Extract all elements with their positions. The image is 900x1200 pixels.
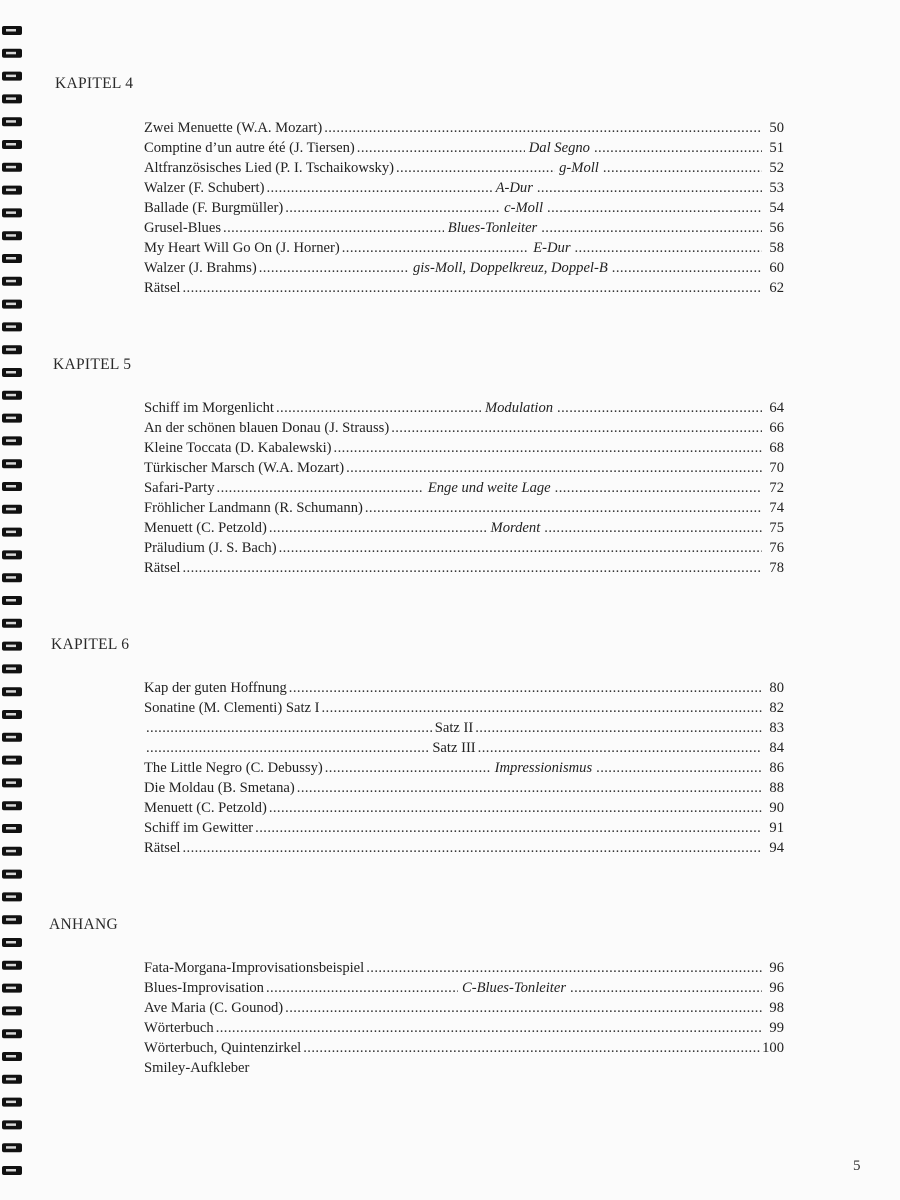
binding-ring-highlight — [6, 1146, 16, 1149]
dot-leader — [603, 158, 762, 178]
dot-leader — [182, 838, 762, 858]
entry-title: Schiff im Gewitter — [144, 820, 254, 836]
page-number: 5 — [853, 1158, 861, 1174]
binding-ring-highlight — [6, 1078, 16, 1081]
entry-title: An der schönen blauen Donau (J. Strauss) — [144, 420, 390, 436]
entry-page-number: 100 — [762, 1040, 784, 1056]
entry-topic: Impressionismus — [494, 760, 593, 776]
entry-topic: Dal Segno — [528, 140, 590, 156]
entry-topic: A-Dur — [495, 180, 533, 196]
binding-ring-highlight — [6, 576, 16, 579]
binding-ring-highlight — [6, 394, 16, 397]
entry-title: Blues-Improvisation — [144, 980, 264, 996]
entry-page-number: 88 — [769, 780, 784, 796]
entry-title: Präludium (J. S. Bach) — [144, 540, 277, 556]
entry-title: Die Moldau (B. Smetana) — [144, 780, 295, 796]
entry-title: Fata-Morgana-Improvisationsbeispiel — [144, 960, 365, 976]
entry-title: Kap der guten Hoffnung — [144, 680, 287, 696]
entry-page-number: 99 — [769, 1020, 784, 1036]
toc-entry — [144, 958, 784, 978]
entry-page-number: 50 — [769, 120, 784, 136]
binding-ring-highlight — [6, 941, 16, 944]
toc-entry — [144, 218, 784, 238]
binding-ring-highlight — [6, 417, 16, 420]
binding-ring-highlight — [6, 690, 16, 693]
entry-title: Walzer (F. Schubert) — [144, 180, 265, 196]
binding-ring-highlight — [6, 964, 16, 967]
dot-leader — [547, 198, 762, 218]
entry-title: Grusel-Blues — [144, 220, 222, 236]
dot-leader — [575, 238, 762, 258]
toc-entry — [144, 678, 784, 698]
entry-page-number: 66 — [769, 420, 784, 436]
toc-entry — [144, 698, 784, 718]
entry-movement: Satz II — [434, 720, 474, 736]
dot-leader — [324, 118, 762, 138]
binding-ring-highlight — [6, 987, 16, 990]
binding-ring-highlight — [6, 1055, 16, 1058]
dot-leader — [266, 178, 491, 198]
entry-page-number: 98 — [769, 1000, 784, 1016]
toc-entry — [144, 398, 784, 418]
binding-ring-highlight — [6, 211, 16, 214]
toc-kapitel-5 — [144, 398, 784, 578]
dot-leader — [537, 178, 762, 198]
dot-leader — [259, 258, 409, 278]
entry-page-number: 64 — [769, 400, 784, 416]
binding-ring-highlight — [6, 1009, 16, 1012]
toc-entry — [144, 538, 784, 558]
toc-entry — [144, 998, 784, 1018]
dot-leader — [266, 978, 458, 998]
binding-ring-highlight — [6, 531, 16, 534]
binding-ring-highlight — [6, 439, 16, 442]
toc-entry — [144, 158, 784, 178]
entry-title: Fröhlicher Landmann (R. Schumann) — [144, 500, 363, 516]
toc-entry — [144, 718, 784, 738]
toc-anhang — [144, 958, 784, 1078]
entry-page-number: 52 — [769, 160, 784, 176]
entry-title: The Little Negro (C. Debussy) — [144, 760, 323, 776]
section-heading-kapitel-4: KAPITEL 4 — [55, 75, 134, 92]
binding-ring-highlight — [6, 29, 16, 32]
toc-entry — [144, 198, 784, 218]
toc-entry — [144, 138, 784, 158]
dot-leader — [216, 1018, 762, 1038]
dot-leader — [365, 498, 762, 518]
entry-title: Menuett (C. Petzold) — [144, 800, 267, 816]
binding-ring-highlight — [6, 804, 16, 807]
toc-entry — [144, 1038, 784, 1058]
dot-leader — [279, 538, 762, 558]
entry-title: Menuett (C. Petzold) — [144, 520, 267, 536]
binding-ring-highlight — [6, 1123, 16, 1126]
entry-title: My Heart Will Go On (J. Horner) — [144, 240, 340, 256]
binding-ring-highlight — [6, 485, 16, 488]
entry-topic: Blues-Tonleiter — [447, 220, 538, 236]
dot-leader — [325, 758, 491, 778]
entry-topic: c-Moll — [504, 200, 544, 216]
entry-page-number: 68 — [769, 440, 784, 456]
toc-entry — [144, 558, 784, 578]
dot-leader — [322, 698, 763, 718]
entry-title: Altfranzösisches Lied (P. I. Tschaikowsky) — [144, 160, 394, 176]
toc-kapitel-4 — [144, 118, 784, 298]
binding-ring-highlight — [6, 1032, 16, 1035]
dot-leader — [285, 998, 762, 1018]
toc-entry — [144, 478, 784, 498]
dot-leader — [346, 458, 762, 478]
binding-ring-highlight — [6, 143, 16, 146]
entry-title: Rätsel — [144, 840, 181, 856]
dot-leader — [342, 238, 529, 258]
binding-ring-highlight — [6, 827, 16, 830]
entry-page-number: 76 — [769, 540, 784, 556]
entry-topic: gis-Moll, Doppelkreuz, Doppel-B — [412, 260, 608, 276]
toc-entry — [144, 758, 784, 778]
entry-topic: Modulation — [484, 400, 554, 416]
binding-ring-highlight — [6, 1169, 16, 1172]
entry-page-number: 91 — [769, 820, 784, 836]
entry-topic: C-Blues-Tonleiter — [461, 980, 567, 996]
toc-entry — [144, 818, 784, 838]
entry-title: Wörterbuch — [144, 1020, 214, 1036]
entry-page-number: 82 — [769, 700, 784, 716]
entry-title: Smiley-Aufkleber — [144, 1060, 250, 1076]
section-heading-kapitel-5: KAPITEL 5 — [53, 356, 132, 373]
dot-leader — [255, 818, 762, 838]
binding-ring-highlight — [6, 622, 16, 625]
entry-page-number: 80 — [769, 680, 784, 696]
dot-leader — [555, 478, 762, 498]
entry-page-number: 60 — [769, 260, 784, 276]
toc-entry — [144, 518, 784, 538]
dot-leader — [478, 738, 762, 758]
dot-leader — [596, 758, 762, 778]
dot-leader — [146, 738, 430, 758]
dot-leader — [223, 218, 444, 238]
binding-ring-highlight — [6, 234, 16, 237]
entry-title: Türkischer Marsch (W.A. Mozart) — [144, 460, 345, 476]
binding-ring-highlight — [6, 75, 16, 78]
dot-leader — [303, 1038, 760, 1058]
entry-page-number: 84 — [769, 740, 784, 756]
entry-page-number: 96 — [769, 980, 784, 996]
binding-ring-highlight — [6, 257, 16, 260]
binding-ring-highlight — [6, 52, 16, 55]
entry-title: Sonatine (M. Clementi) Satz I — [144, 700, 320, 716]
entry-title: Rätsel — [144, 560, 181, 576]
binding-ring-highlight — [6, 166, 16, 169]
entry-movement: Satz III — [432, 740, 476, 756]
toc-entry — [144, 738, 784, 758]
section-heading-kapitel-6: KAPITEL 6 — [51, 636, 130, 653]
toc-entry — [144, 778, 784, 798]
entry-topic: E-Dur — [533, 240, 571, 256]
dot-leader — [217, 478, 424, 498]
entry-title: Ballade (F. Burgmüller) — [144, 200, 284, 216]
spiral-binding — [0, 0, 30, 1200]
entry-page-number: 51 — [769, 140, 784, 156]
dot-leader — [182, 558, 762, 578]
binding-ring-highlight — [6, 645, 16, 648]
binding-ring-highlight — [6, 553, 16, 556]
entry-page-number: 75 — [769, 520, 784, 536]
dot-leader — [334, 438, 762, 458]
entry-title: Zwei Menuette (W.A. Mozart) — [144, 120, 323, 136]
binding-ring-highlight — [6, 1101, 16, 1104]
entry-topic: g-Moll — [559, 160, 599, 176]
dot-leader — [391, 418, 762, 438]
entry-page-number: 54 — [769, 200, 784, 216]
toc-entry — [144, 798, 784, 818]
dot-leader — [475, 718, 762, 738]
entry-page-number: 72 — [769, 480, 784, 496]
binding-ring-highlight — [6, 97, 16, 100]
dot-leader — [570, 978, 762, 998]
entry-title: Wörterbuch, Quintenzirkel — [144, 1040, 302, 1056]
entry-title: Safari-Party — [144, 480, 215, 496]
toc-entry — [144, 418, 784, 438]
entry-page-number: 74 — [769, 500, 784, 516]
toc-entry — [144, 278, 784, 298]
entry-title: Schiff im Morgenlicht — [144, 400, 274, 416]
toc-entry — [144, 978, 784, 998]
dot-leader — [541, 218, 762, 238]
binding-ring-highlight — [6, 599, 16, 602]
entry-page-number: 86 — [769, 760, 784, 776]
dot-leader — [269, 518, 487, 538]
section-heading-anhang: ANHANG — [49, 916, 118, 933]
binding-ring-highlight — [6, 120, 16, 123]
dot-leader — [285, 198, 500, 218]
entry-page-number: 94 — [769, 840, 784, 856]
dot-leader — [557, 398, 762, 418]
entry-page-number: 83 — [769, 720, 784, 736]
dot-leader — [182, 278, 762, 298]
entry-page-number: 56 — [769, 220, 784, 236]
toc-entry — [144, 1058, 784, 1078]
toc-entry — [144, 458, 784, 478]
entry-page-number: 70 — [769, 460, 784, 476]
entry-title: Comptine d’un autre été (J. Tiersen) — [144, 140, 355, 156]
entry-page-number: 58 — [769, 240, 784, 256]
entry-title: Rätsel — [144, 280, 181, 296]
binding-ring-highlight — [6, 280, 16, 283]
dot-leader — [366, 958, 762, 978]
toc-entry — [144, 178, 784, 198]
entry-page-number: 53 — [769, 180, 784, 196]
toc-entry — [144, 838, 784, 858]
toc-entry — [144, 438, 784, 458]
toc-entry — [144, 118, 784, 138]
binding-ring-highlight — [6, 895, 16, 898]
dot-leader — [269, 798, 762, 818]
dot-leader — [544, 518, 762, 538]
binding-ring-highlight — [6, 303, 16, 306]
dot-leader — [289, 678, 762, 698]
binding-ring-highlight — [6, 873, 16, 876]
entry-page-number: 96 — [769, 960, 784, 976]
binding-ring-highlight — [6, 371, 16, 374]
toc-entry — [144, 1018, 784, 1038]
binding-ring-highlight — [6, 918, 16, 921]
entry-topic: Mordent — [490, 520, 541, 536]
binding-ring-highlight — [6, 781, 16, 784]
entry-page-number: 90 — [769, 800, 784, 816]
dot-leader — [594, 138, 762, 158]
binding-ring-highlight — [6, 325, 16, 328]
binding-ring-highlight — [6, 462, 16, 465]
dot-leader — [146, 718, 433, 738]
entry-page-number: 78 — [769, 560, 784, 576]
binding-ring-highlight — [6, 759, 16, 762]
binding-ring-highlight — [6, 348, 16, 351]
entry-title: Kleine Toccata (D. Kabalewski) — [144, 440, 332, 456]
dot-leader — [357, 138, 525, 158]
dot-leader — [297, 778, 762, 798]
binding-ring-highlight — [6, 713, 16, 716]
toc-entry — [144, 498, 784, 518]
binding-ring-highlight — [6, 508, 16, 511]
dot-leader — [396, 158, 555, 178]
entry-page-number: 62 — [769, 280, 784, 296]
binding-ring-highlight — [6, 189, 16, 192]
binding-ring-highlight — [6, 850, 16, 853]
binding-ring-highlight — [6, 736, 16, 739]
dot-leader — [276, 398, 481, 418]
entry-topic: Enge und weite Lage — [427, 480, 551, 496]
entry-title: Ave Maria (C. Gounod) — [144, 1000, 284, 1016]
binding-ring-highlight — [6, 667, 16, 670]
toc-kapitel-6 — [144, 678, 784, 858]
toc-entry — [144, 238, 784, 258]
entry-title: Walzer (J. Brahms) — [144, 260, 257, 276]
toc-entry — [144, 258, 784, 278]
dot-leader — [612, 258, 762, 278]
